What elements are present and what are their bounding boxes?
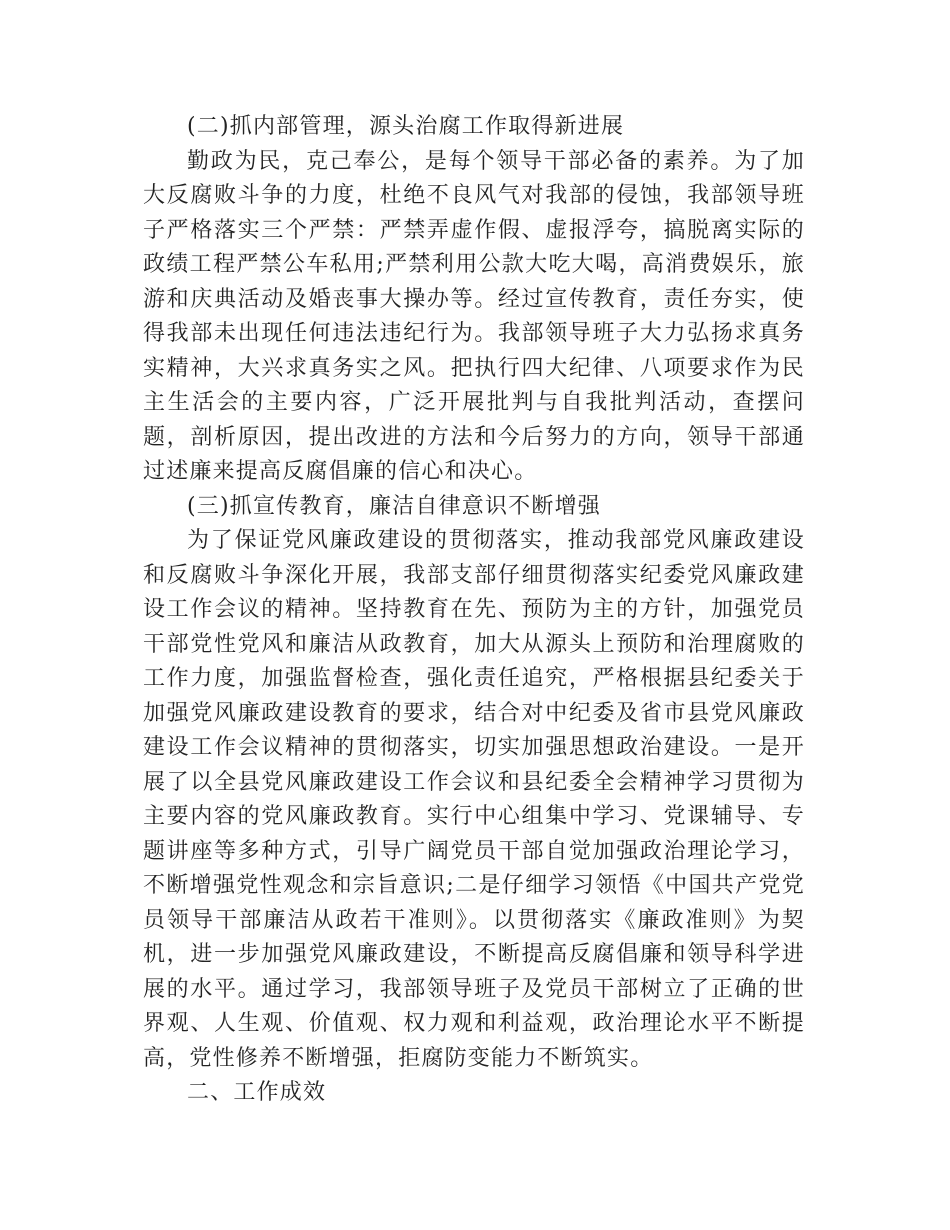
section-heading-publicity-education: (三)抓宣传教育，廉洁自律意识不断增强 xyxy=(187,493,601,519)
section-heading-internal-management: (二)抓内部管理，源头治腐工作取得新进展 xyxy=(187,114,625,139)
paragraph-integrity-measures: 勤政为民，克己奉公，是每个领导干部必备的素养。为了加大反腐败斗争的力度，杜绝不良风气对我部的侵蚀，我部领导班子严格落实三个严禁：严禁弄虚作假、虚报浮夸，搞脱离实际的政绩工程严禁公车私用;严禁利用公款大吃大喝，高消费娱乐，旅游和庆典活动及婚丧事大操办等。经过宣传教育，责任夯实，使得我部未出现任何违法违纪行为。我部领导班子大力弘扬求真务实精神，大兴求真务实之风。把执行四大纪律、八项要求作为民主生活会的主要内容，广泛开展批判与自我批判活动，查摆问题，剖析原因，提出改进的方法和今后努力的方向，领导干部通过述廉来提高反腐倡廉的信心和决心。 xyxy=(143,148,805,484)
document-body xyxy=(143,110,805,1111)
paragraph-education-details: 为了保证党风廉政建设的贯彻落实，推动我部党风廉政建设和反腐败斗争深化开展，我部支部仔细贯彻落实纪委党风廉政建设工作会议的精神。坚持教育在先、预防为主的方针，加强党员干部党性党风和廉洁从政教育，加大从源头上预防和治理腐败的工作力度，加强监督检查，强化责任追究，严格根据县纪委关于加强党风廉政建设教育的要求，结合对中纪委及省市县党风廉政建设工作会议精神的贯彻落实，切实加强思想政治建设。一是开展了以全县党风廉政建设工作会议和县纪委全会精神学习贯彻为主要内容的党风廉政教育。实行中心组集中学习、党课辅导、专题讲座等多种方式，引导广阔党员干部自觉加强政治理论学习，不断增强党性观念和宗旨意识;二是仔细学习领悟《中国共产党党员领导干部廉洁从政若干准则》。以贯彻落实《廉政准则》为契机，进一步加强党风廉政建设，不断提高反腐倡廉和领导科学进展的水平。通过学习，我部领导班子及党员干部树立了正确的世界观、人生观、价值观、权力观和利益观，政治理论水平不断提高，党性修养不断增强，拒腐防变能力不断筑实。 xyxy=(143,528,805,1071)
section-heading-work-results: 二、工作成效 xyxy=(187,1080,327,1105)
